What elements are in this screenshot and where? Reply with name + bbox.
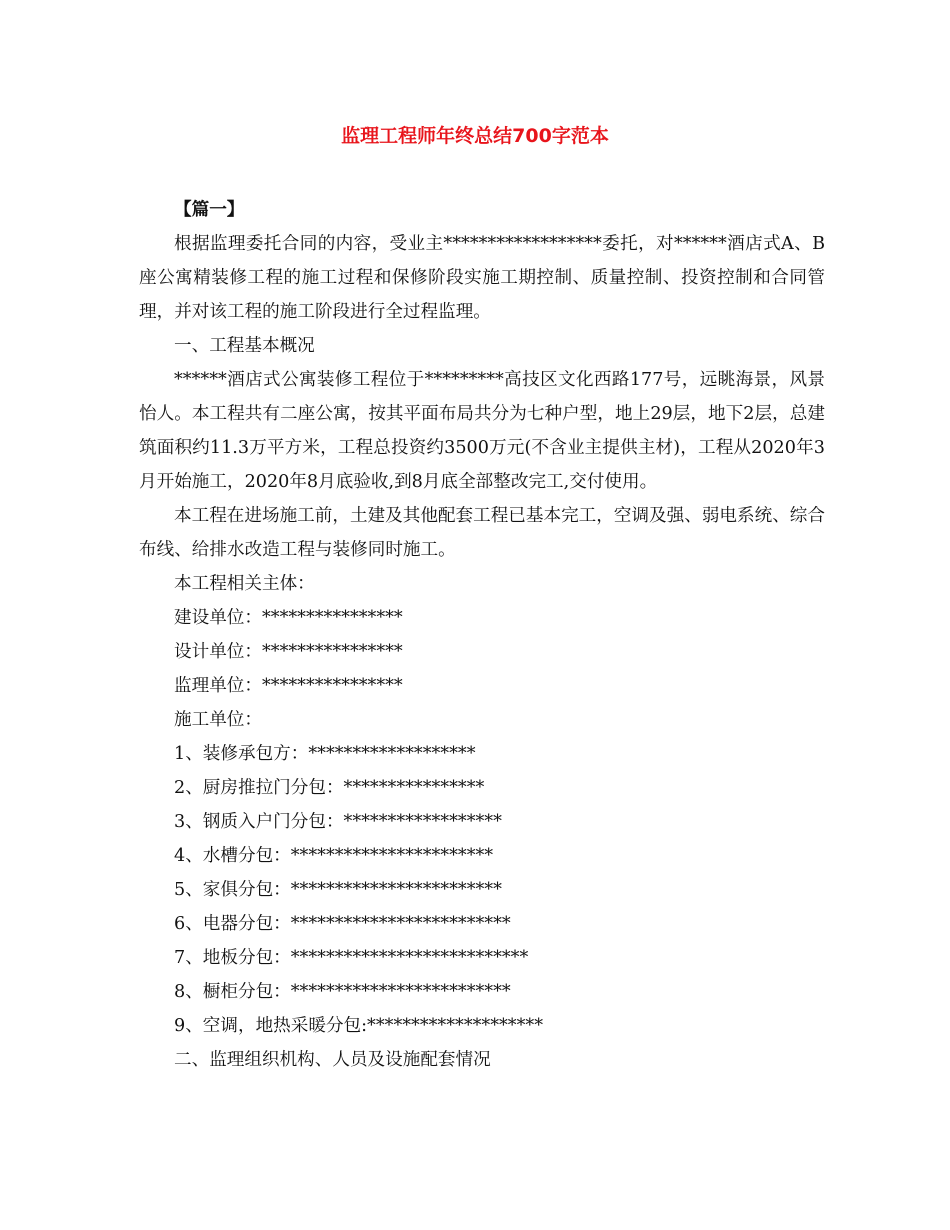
list-item-contractor-6: 6、电器分包：************************* bbox=[174, 914, 511, 934]
list-item-contractor-2: 2、厨房推拉门分包：**************** bbox=[174, 778, 485, 798]
list-item-contractor-9: 9、空调，地热采暖分包:******************** bbox=[174, 1016, 543, 1036]
paragraph-parties-label: 本工程相关主体： bbox=[174, 574, 315, 594]
list-item-contractor-1: 1、装修承包方：******************* bbox=[174, 744, 476, 764]
section-label: 【篇一】 bbox=[174, 199, 245, 220]
list-item-contractor-8: 8、橱柜分包：************************* bbox=[174, 982, 511, 1002]
list-item-owner: 建设单位：**************** bbox=[174, 608, 403, 628]
list-item-contractor-7: 7、地板分包：*************************** bbox=[174, 948, 529, 968]
paragraph-intro: 根据监理委托合同的内容，受业主******************委托，对******酒店式A、B座公寓精装修工程的施工过程和保修阶段实施工期控制、质量控制、投资控制和合同管理，并对该工程的施工阶段进行全过程监理。 bbox=[139, 234, 825, 322]
document-body bbox=[139, 193, 825, 1077]
list-item-contractor-4: 4、水槽分包：*********************** bbox=[174, 846, 494, 866]
list-item-contractor-3: 3、钢质入户门分包：****************** bbox=[174, 812, 502, 832]
list-item-designer: 设计单位：**************** bbox=[174, 642, 403, 662]
paragraph-overview: ******酒店式公寓装修工程位于*********高技区文化西路177号，远眺海景，风景怡人。本工程共有二座公寓，按其平面布局共分为七种户型，地上29层，地下2层，总建筑面积约11.3万平方米，工程总投资约3500万元(不含业主提供主材)，工程从2020年3月开始施工，2020年8月底验收,到8月底全部整改完工,交付使用。 bbox=[139, 370, 825, 492]
section-heading-overview: 一、工程基本概况 bbox=[174, 336, 315, 356]
section-heading-organization: 二、监理组织机构、人员及设施配套情况 bbox=[174, 1050, 491, 1070]
list-item-contractor-label: 施工单位： bbox=[174, 710, 262, 730]
list-item-supervisor: 监理单位：**************** bbox=[174, 676, 403, 696]
list-item-contractor-5: 5、家俱分包：************************ bbox=[174, 880, 502, 900]
document-title: 监理工程师年终总结700字范本 bbox=[341, 125, 609, 147]
paragraph-construction: 本工程在进场施工前，土建及其他配套工程已基本完工，空调及强、弱电系统、综合布线、给排水改造工程与装修同时施工。 bbox=[139, 506, 825, 560]
